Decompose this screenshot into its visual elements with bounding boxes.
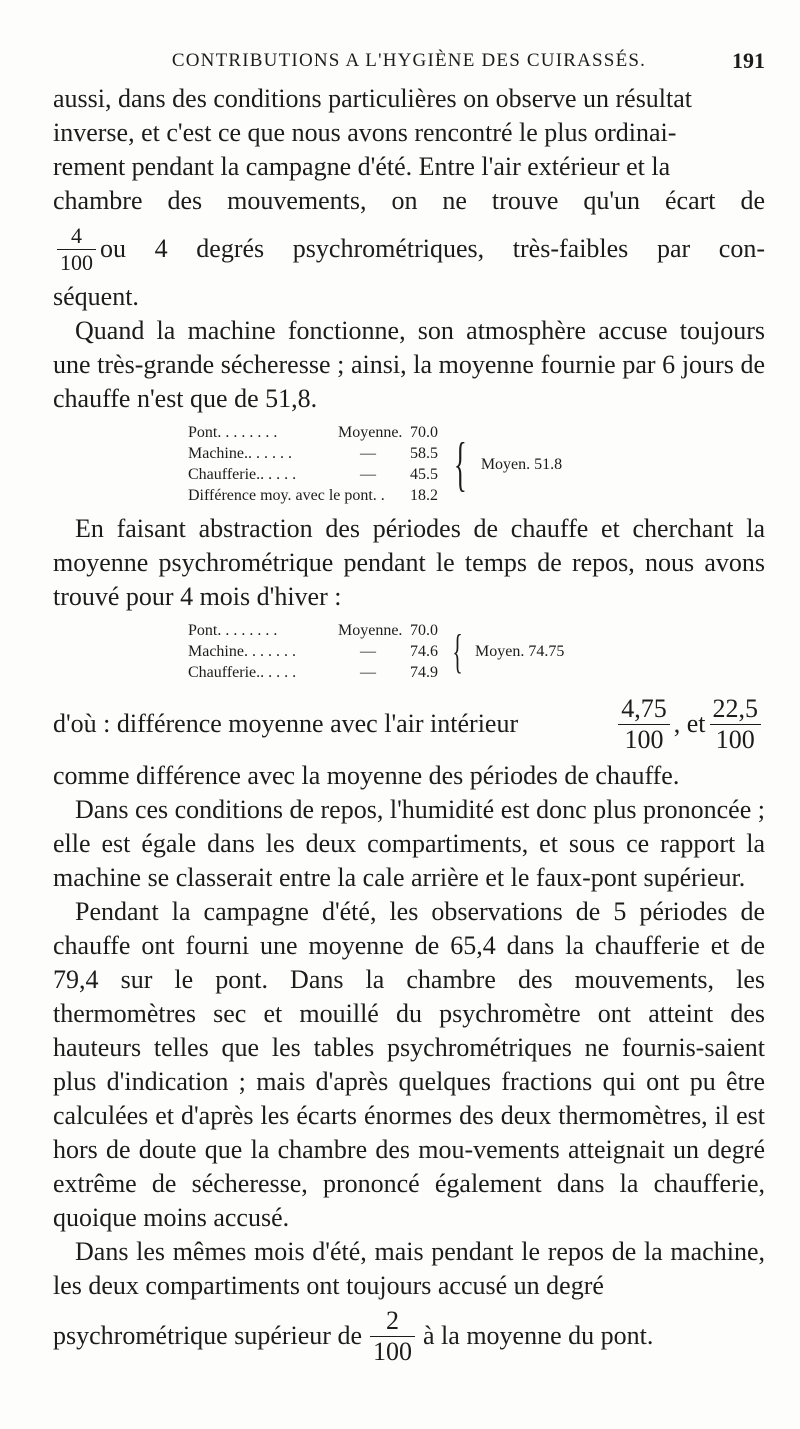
paragraph-1-line4: chambre des mouvements, on ne trouve qu'un écart de [53,186,765,215]
paragraph-4-line2: comme différence avec la moyenne des périodes de chauffe. [53,761,680,790]
table-row: Machine.. . . . . . — 58.5 [188,445,438,462]
paragraph-3: En faisant abstraction des périodes de chauffe et cherchant la moyenne psychrométrique pendant le temps de repos, nous avons trouvé pour 4 mois d'hiver : [53,514,765,611]
table-average: Moyen. 51.8 [480,455,563,473]
table-row: Pont. . . . . . . . Moyenne. 70.0 [188,622,438,639]
table-row: Chaufferie.. . . . . — 74.9 [188,664,438,681]
running-header [53,48,765,82]
table-chauffe [188,422,765,506]
paragraph-7: Dans les mêmes mois d'été, mais pendant le repos de la machine, les deux compartiments ont toujours accusé un degré [53,1237,765,1300]
table-repos [188,620,765,683]
fraction-separator: , et [673,709,706,738]
paragraph-7-last-lead: psychrométrique supérieur de [53,1321,363,1350]
page [53,48,765,1369]
paragraph-1-line3: rement pendant la campagne d'été. Entre l'air extérieur et la [53,152,671,181]
paragraph-1-line2: inverse, et c'est ce que nous avons rencontré le plus ordinai- [53,118,677,147]
table-row: Machine. . . . . . . — 74.6 [188,643,438,660]
table-row: Chaufferie.. . . . . — 45.5 [188,466,438,483]
table-row: Différence moy. avec le pont. . 18.2 [188,487,438,504]
paragraph-2: Quand la machine fonctionne, son atmosphère accuse toujours une très-grande sécheresse ; ainsi, la moyenne fournie par 6 jours de chauffe n'est que de 51,8. [53,316,765,413]
brace-glyph: { [452,624,463,678]
fraction-4-100: $\frac{4}{100}$ [57,225,96,274]
table-average: Moyen. 74.75 [475,643,565,660]
fraction-2-100: $\frac{2}{100}$ [370,1308,415,1365]
fraction-22-5-100: $\frac{22,5}{100}$ [710,696,762,753]
paragraph-7-last-tail: à la moyenne du pont. [423,1321,654,1350]
paragraph-4-fraction-line [53,689,765,759]
paragraph-1-line1: aussi, dans des conditions particulières on observe un résultat [53,84,693,113]
paragraph-1-line5: ou 4 degrés psychrométriques, très-faibles par con- [100,234,765,263]
paragraph-5: Dans ces conditions de repos, l'humidité est donc plus prononcée ; elle est égale dans les deux compartiments, et sous ce rapport la machine se classerait entre la cale arrière et le faux-pont supérieur. [53,795,765,892]
brace-glyph: { [453,431,467,497]
paragraph-7-last-line [53,1303,765,1369]
fraction-4-75-100: $\frac{4,75}{100}$ [618,696,670,753]
paragraph-1-fraction-line [53,218,765,280]
running-title: CONTRIBUTIONS A L'HYGIÈNE DES CUIRASSÉS. [171,50,647,71]
paragraph-6: Pendant la campagne d'été, les observations de 5 périodes de chauffe ont fourni une moyenne de 65,4 dans la chaufferie et de 79,4 sur le pont. Dans la chambre des mouvements, les thermomètres sec et mouillé du psychromètre ont atteint des hauteurs telles que les tables psychrométriques ne fournis-saient plus d'indication ; mais d'après quelques fractions qui ont pu être calculées et d'après les écarts énormes des deux thermomètres, il est hors de doute que la chambre des mou-vements atteignait un degré extrême de sécheresse, prononcé également dans la chaufferie, quoique moins accusé. [53,897,765,1232]
paragraph-4-lead: d'où : différence moyenne avec l'air intérieur [53,709,519,738]
paragraph-1-line6: séquent. [53,282,139,311]
page-number: 191 [732,48,765,73]
table-row: Pont. . . . . . . . Moyenne. 70.0 [188,424,438,441]
